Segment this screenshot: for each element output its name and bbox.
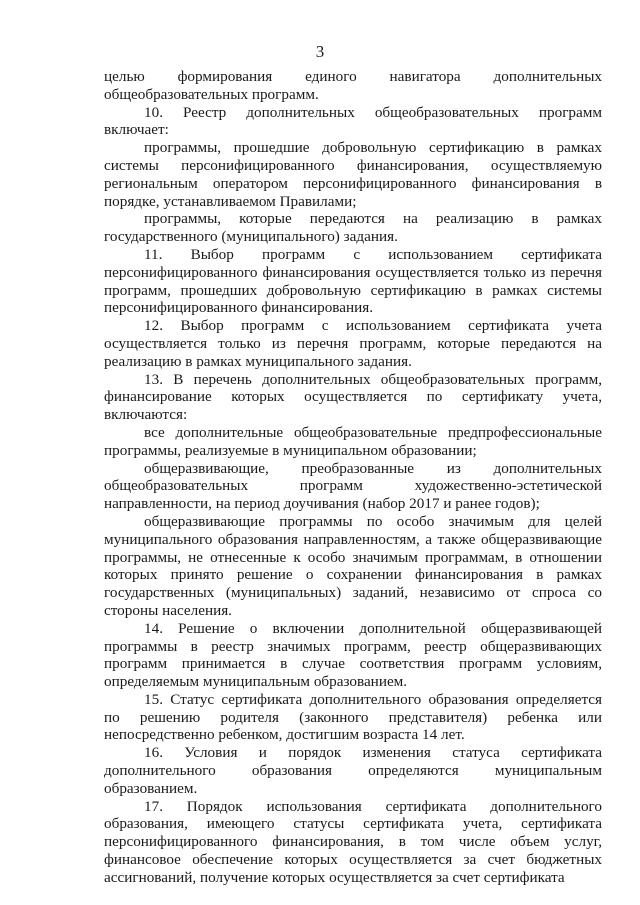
paragraph-13-item-2: общеразвивающие, преобразованные из дополнительных общеобразовательных программ художественно-эстетической направленности, на период доучивания (набор 2017 и ранее годов); <box>104 459 602 513</box>
page-number: 3 <box>315 42 325 61</box>
paragraph-13-item-1: все дополнительные общеобразовательные предпрофессиональные программы, реализуемые в муниципальном образовании; <box>104 423 602 459</box>
document-body <box>104 68 602 887</box>
paragraph-11: 11. Выбор программ с использованием сертификата персонифицированного финансирования осуществляется только из перечня программ, прошедших добровольную сертификацию в рамках системы персонифицированного финансирования. <box>104 245 602 317</box>
paragraph-10-item-2: программы, которые передаются на реализацию в рамках государственного (муниципального) задания. <box>104 210 602 246</box>
paragraph-13: 13. В перечень дополнительных общеобразовательных программ, финансирование которых осуществляется по сертификату учета, включаются: <box>104 370 602 424</box>
paragraph-12: 12. Выбор программ с использованием сертификата учета осуществляется только из перечня программ, которые передаются на реализацию в рамках муниципального задания. <box>104 317 602 370</box>
paragraph-17: 17. Порядок использования сертификата дополнительного образования, имеющего статусы сертификата учета, сертификата персонифицированного финансирования, в том числе объем услуг, финансовое обеспечение которых осуществляется за счет бюджетных ассигнований, получение которых осуществляется за счет сертификата <box>104 797 602 886</box>
paragraph-10-item-1: программы, прошедшие добровольную сертификацию в рамках системы персонифицированного финансирования, осуществляемую региональным оператором персонифицированного финансирования в порядке, устанавливаемом Правилами; <box>104 139 602 210</box>
paragraph-continuation: целью формирования единого навигатора дополнительных общеобразовательных программ. <box>104 68 602 103</box>
paragraph-10: 10. Реестр дополнительных общеобразовательных программ включает: <box>104 103 602 139</box>
paragraph-16: 16. Условия и порядок изменения статуса сертификата дополнительного образования определяются муниципальным образованием. <box>104 744 602 797</box>
paragraph-14: 14. Решение о включении дополнительной общеразвивающей программы в реестр значимых программ, реестр общеразвивающих программ принимается в случае соответствия программ условиям, определяемым муниципальным образованием. <box>104 619 602 691</box>
paragraph-13-item-3: общеразвивающие программы по особо значимым для целей муниципального образования направленностям, а также общеразвивающие программы, не отнесенные к особо значимым программам, в отношении которых принято решение о сохранении финансирования в рамках государственных (муниципальных) заданий, независимо от спроса со стороны населения. <box>104 512 602 619</box>
paragraph-15: 15. Статус сертификата дополнительного образования определяется по решению родителя (законного представителя) ребенка или непосредственно ребенком, достигшим возраста 14 лет. <box>104 690 602 744</box>
